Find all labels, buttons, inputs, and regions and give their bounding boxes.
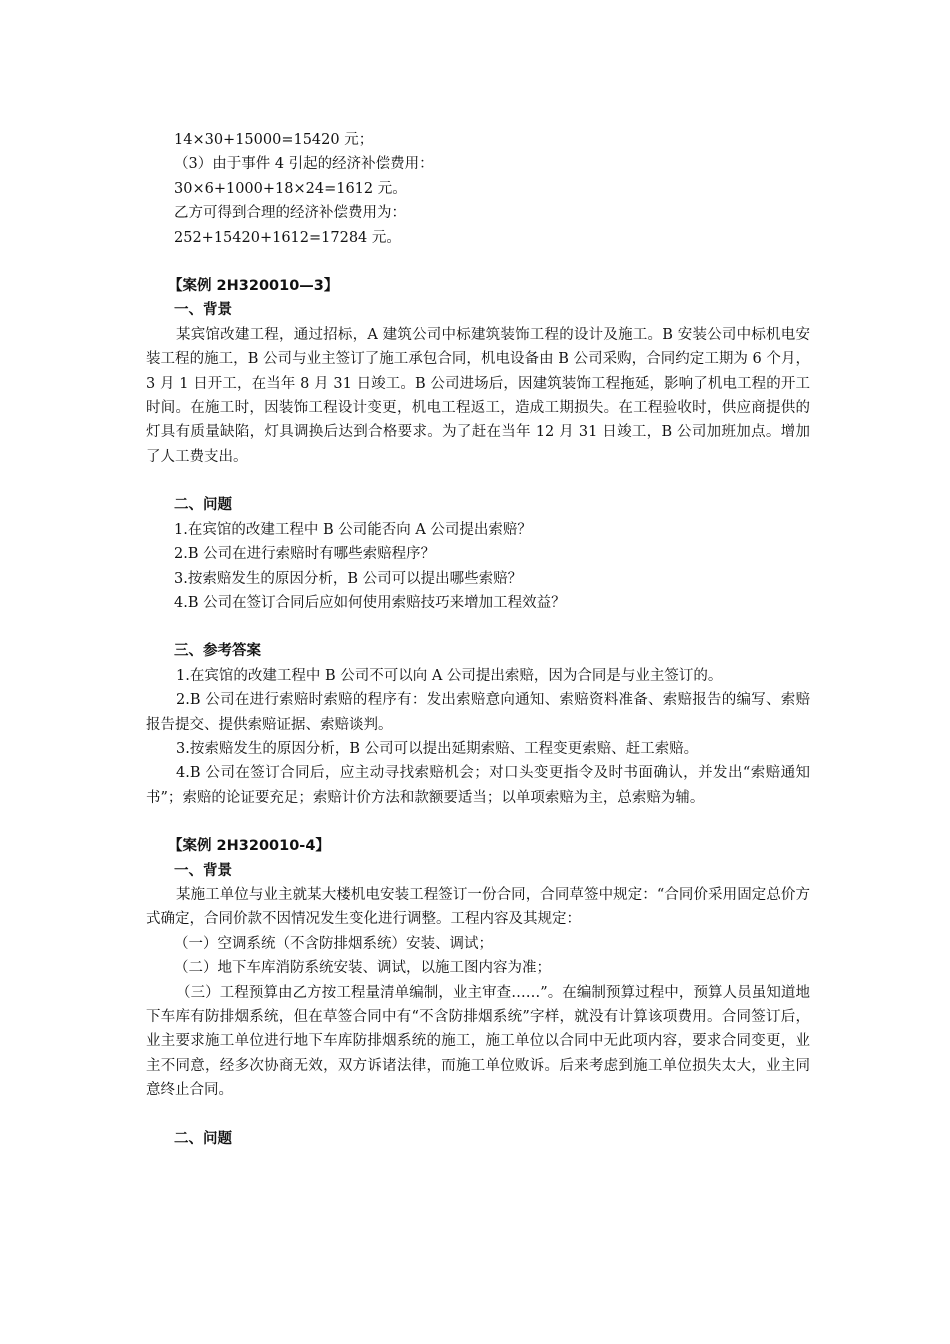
calc-line: 252+15420+1612=17284 元。 [174, 229, 401, 246]
case-3-question: 4.B 公司在签订合同后应如何使用索赔技巧来增加工程效益？ [174, 594, 566, 611]
calc-line: 14×30+15000=15420 元； [174, 132, 374, 148]
case-3-question: 3.按索赔发生的原因分析，B 公司可以提出哪些索赔？ [174, 570, 523, 587]
case-4-item: （二）地下车库消防系统安装、调试，以施工图内容为准； [174, 960, 551, 977]
case-3-answer: 1.在宾馆的改建工程中 B 公司不可以向 A 公司提出索赔，因为合同是与业主签订的。 [176, 667, 723, 684]
spacer [146, 469, 810, 493]
case-4-background-intro: 某施工单位与业主就某大楼机电安装工程签订一份合同，合同草签中规定：“合同价采用固定总价方式确定，合同价款不因情况发生变化进行调整。工程内容及其规定： [146, 886, 810, 928]
calc-line: 乙方可得到合理的经济补偿费用为： [174, 205, 406, 222]
case-4-item: （一）空调系统（不含防排烟系统）安装、调试； [174, 935, 493, 952]
document-page [146, 128, 810, 1151]
case-3-background-text: 某宾馆改建工程，通过招标，A 建筑公司中标建筑装饰工程的设计及施工。B 安装公司中标机电安装工程的施工，B 公司与业主签订了施工承包合同，机电设备由 B 公司采购，合同约定工期为 6 个月，3 月 1 日开工，在当年 8 月 31 日竣工。B 公司进场后，因建筑装饰工程拖延，影响了机电工程的开工时间。在施工时，因装饰工程设计变更，机电工程返工，造成工期损失。在工程验收时，供应商提供的灯具有质量缺陷，灯具调换后达到合格要求。为了赶在当年 12 月 31 日竣工，B 公司加班加点。增加了人工费支出。 [146, 326, 810, 465]
calc-line: （3）由于事件 4 引起的经济补偿费用： [174, 156, 434, 173]
spacer [146, 615, 810, 639]
case-3-question: 2.B 公司在进行索赔时有哪些索赔程序？ [174, 546, 436, 563]
case-3-answer: 3.按索赔发生的原因分析，B 公司可以提出延期索赔、工程变更索赔、赶工索赔。 [176, 740, 699, 757]
case-3-answer: 2.B 公司在进行索赔时索赔的程序有：发出索赔意向通知、索赔资料准备、索赔报告的编写、索赔报告提交、提供索赔证据、索赔谈判。 [146, 692, 810, 733]
case-4-questions-heading: 二、问题 [174, 1130, 232, 1147]
case-3-title: 【案例 2H320010—3】 [168, 278, 339, 295]
spacer [146, 810, 810, 834]
case-4-background-heading: 一、背景 [174, 862, 232, 879]
calc-line: 30×6+1000+18×24=1612 元。 [174, 180, 407, 197]
case-3-answer: 4.B 公司在签订合同后，应主动寻找索赔机会；对口头变更指令及时书面确认，并发出“索赔通知书”；索赔的论证要充足；索赔计价方法和款额要适当；以单项索赔为主，总索赔为辅。 [146, 765, 810, 806]
case-3-background-heading: 一、背景 [174, 302, 232, 319]
case-3-answers-heading: 三、参考答案 [174, 643, 261, 660]
case-4-title: 【案例 2H320010-4】 [168, 838, 330, 855]
spacer [146, 250, 810, 274]
case-3-question: 1.在宾馆的改建工程中 B 公司能否向 A 公司提出索赔？ [174, 521, 532, 538]
spacer [146, 1103, 810, 1127]
case-3-questions-heading: 二、问题 [174, 497, 232, 514]
case-4-item-3-text: （三）工程预算由乙方按工程量清单编制，业主审查……”。在编制预算过程中，预算人员虽知道地下车库有防排烟系统，但在草签合同中有“不含防排烟系统”字样，就没有计算该项费用。合同签订后，业主要求施工单位进行地下车库防排烟系统的施工，施工单位以合同中无此项内容，要求合同变更，业主不同意，经多次协商无效，双方诉诸法律，而施工单位败诉。后来考虑到施工单位损失太大，业主同意终止合同。 [146, 984, 810, 1099]
